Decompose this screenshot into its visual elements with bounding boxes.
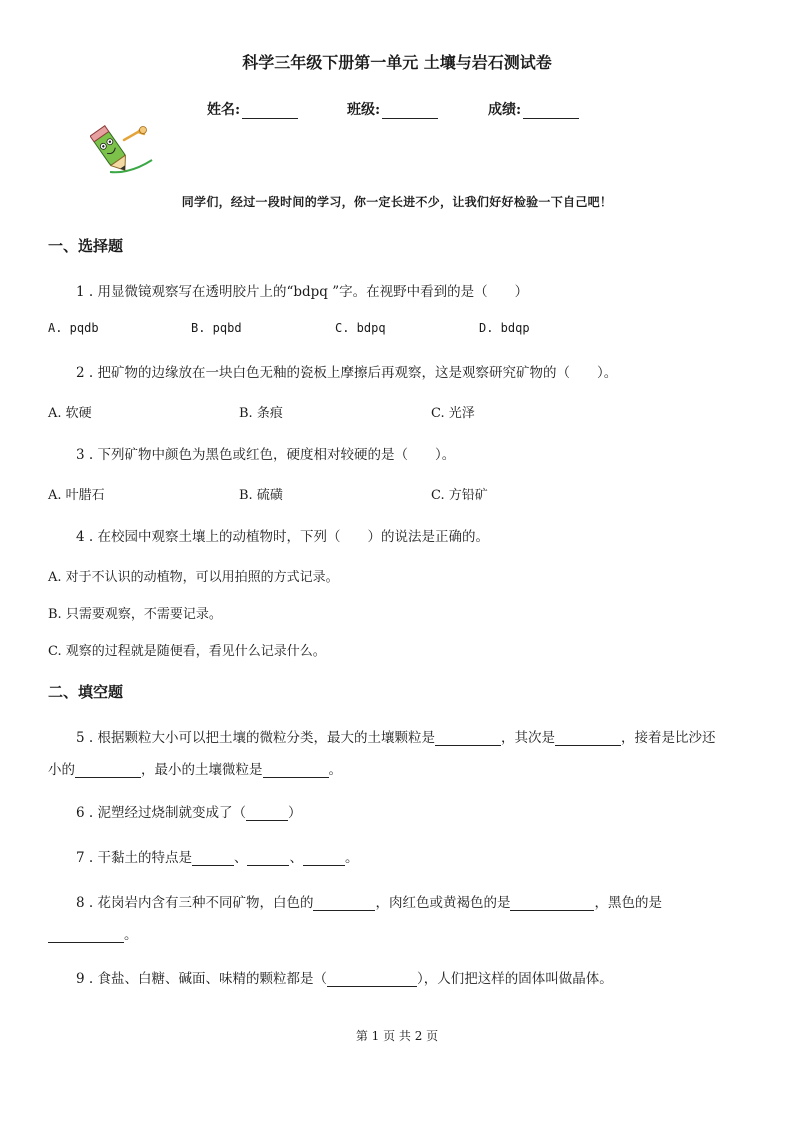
q8-text-3: ，黑色的是 (594, 895, 662, 911)
q5-blank-1[interactable] (435, 732, 501, 746)
q8-text-2: ，肉红色或黄褐色的是 (375, 895, 511, 911)
intro-text: 同学们，经过一段时间的学习，你一定长进不少，让我们好好检验一下自己吧！ (181, 195, 613, 209)
q7-end: 。 (344, 850, 359, 866)
q1-option-c[interactable]: C. bdpq (335, 321, 386, 335)
q5-text-4: 小的 (48, 762, 75, 778)
q5-text-3: ，接着是比沙还 (620, 730, 716, 746)
class-label: 班级: (347, 102, 381, 118)
page-title: 科学三年级下册第一单元 土壤与岩石测试卷 (242, 53, 552, 72)
class-field (347, 99, 438, 119)
score-blank (523, 104, 579, 119)
question-7 (76, 846, 358, 866)
name-blank (242, 104, 298, 119)
score-field (488, 99, 579, 119)
score-label: 成绩: (488, 102, 522, 118)
question-5-line1 (76, 726, 715, 746)
q3-option-a[interactable]: A. 叶腊石 (48, 488, 105, 503)
q7-blank-3[interactable] (303, 852, 345, 866)
q5-text-1: 5 . 根据颗粒大小可以把土壤的微粒分类，最大的土壤颗粒是 (76, 730, 435, 746)
question-5-line2 (48, 758, 342, 778)
q7-blank-1[interactable] (192, 852, 234, 866)
q4-option-a[interactable]: A. 对于不认识的动植物，可以用拍照的方式记录。 (48, 570, 339, 585)
q5-text-2: ，其次是 (500, 730, 555, 746)
q8-blank-3[interactable] (48, 929, 124, 943)
q1-option-a[interactable]: A. pqdb (48, 321, 99, 335)
q1-option-b[interactable]: B. pqbd (191, 321, 242, 335)
q4-option-c[interactable]: C. 观察的过程就是随便看，看见什么记录什么。 (48, 644, 326, 659)
section-choice-title: 一、选择题 (48, 237, 124, 255)
pencil-mascot-icon (90, 120, 160, 180)
q1-option-d[interactable]: D. bdqp (479, 321, 530, 335)
q5-blank-4[interactable] (263, 764, 329, 778)
q5-blank-2[interactable] (555, 732, 621, 746)
question-3: 3 . 下列矿物中颜色为黑色或红色，硬度相对较硬的是（ ）。 (76, 447, 456, 463)
name-field (207, 99, 298, 119)
question-1: 1 . 用显微镜观察写在透明胶片上的“bdpq ”字。在视野中看到的是（ ） (76, 284, 529, 300)
question-9 (76, 967, 613, 987)
q6-text-1: 6 . 泥塑经过烧制就变成了（ (76, 805, 246, 821)
question-2: 2 . 把矿物的边缘放在一块白色无釉的瓷板上摩擦后再观察，这是观察研究矿物的（ ）。 (76, 365, 618, 381)
q8-text-1: 8 . 花岗岩内含有三种不同矿物，白色的 (76, 895, 314, 911)
q2-option-a[interactable]: A. 软硬 (48, 406, 92, 421)
q7-sep-1: 、 (233, 850, 248, 866)
q7-sep-2: 、 (289, 850, 303, 866)
q5-text-5: ，最小的土壤微粒是 (141, 762, 263, 778)
q8-blank-1[interactable] (313, 897, 375, 911)
class-blank (382, 104, 438, 119)
q7-blank-2[interactable] (247, 852, 289, 866)
q9-blank[interactable] (327, 973, 417, 987)
q2-option-b[interactable]: B. 条痕 (239, 406, 283, 421)
question-8-line2 (48, 923, 138, 943)
q8-text-4: 。 (124, 927, 138, 943)
name-label: 姓名: (207, 102, 241, 118)
q6-blank[interactable] (246, 807, 288, 821)
page-footer: 第 1 页 共 2 页 (355, 1029, 439, 1043)
q7-text-1: 7 . 干黏土的特点是 (76, 850, 192, 866)
q2-option-c[interactable]: C. 光泽 (431, 406, 475, 421)
question-6 (76, 801, 301, 821)
question-8-line1 (76, 891, 662, 911)
q5-blank-3[interactable] (75, 764, 141, 778)
q9-text-1: 9 . 食盐、白糖、碱面、味精的颗粒都是（ (76, 971, 327, 987)
section-fill-title: 二、填空题 (48, 683, 124, 701)
q4-option-b[interactable]: B. 只需要观察，不需要记录。 (48, 607, 222, 622)
q5-text-6: 。 (328, 762, 342, 778)
q3-option-b[interactable]: B. 硫磺 (239, 488, 283, 503)
q3-option-c[interactable]: C. 方铅矿 (431, 488, 488, 503)
q6-text-2: ） (287, 805, 302, 821)
q8-blank-2[interactable] (510, 897, 594, 911)
q9-text-2: ），人们把这样的固体叫做晶体。 (416, 971, 613, 987)
question-4: 4 . 在校园中观察土壤上的动植物时，下列（ ）的说法是正确的。 (76, 529, 489, 545)
